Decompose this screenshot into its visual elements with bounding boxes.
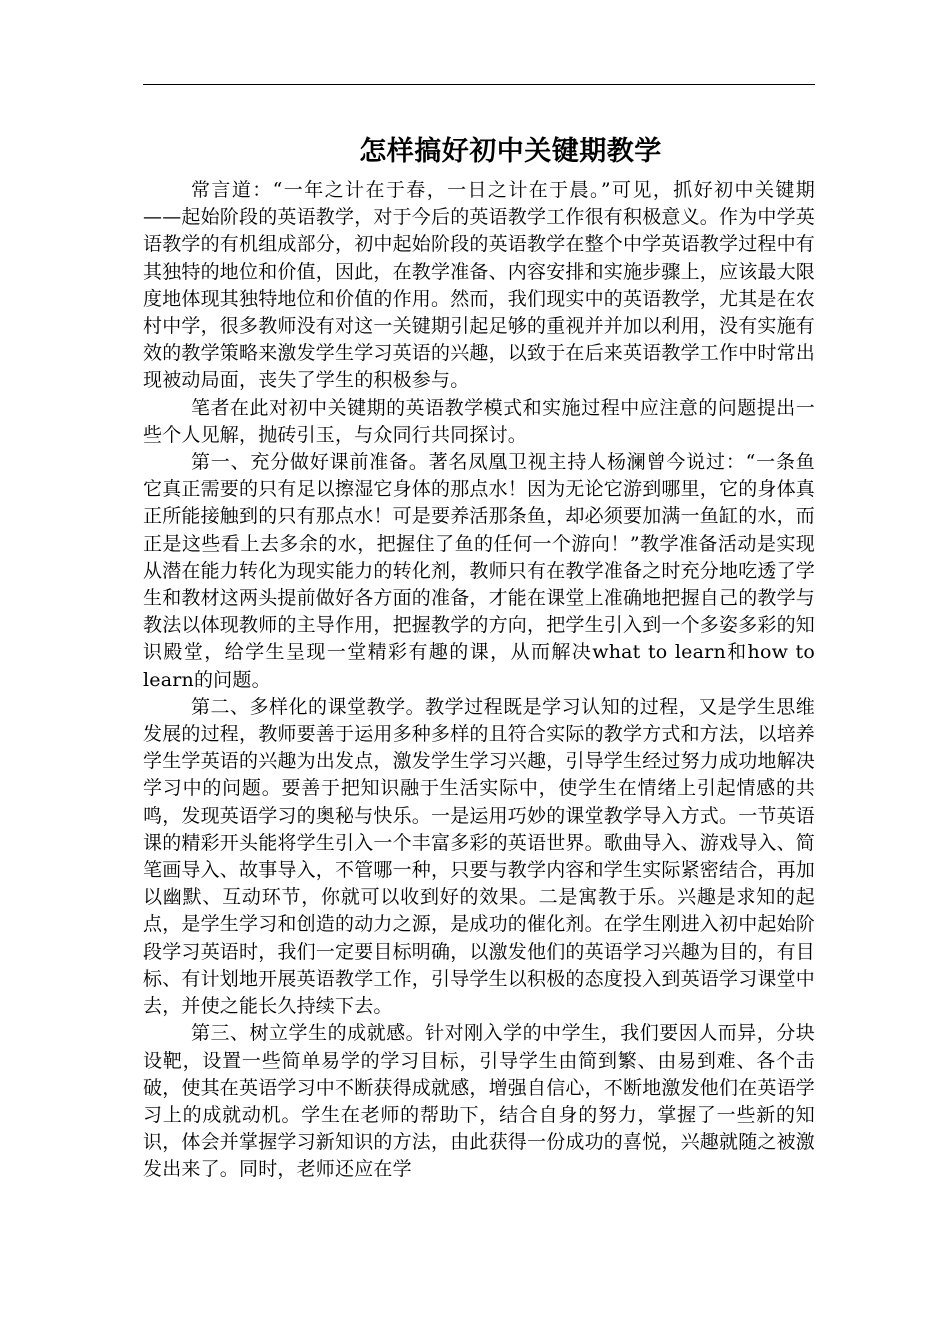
paragraph-point-three: 第三、树立学生的成就感。针对刚入学的中学生，我们要因人而异，分块设靶，设置一些简单易学的学习目标，引导学生由简到繁、由易到难、各个击破，使其在英语学习中不断获得成就感，增强自信心，不断地激发他们在英语学习上的成就动机。学生在老师的帮助下，结合自身的努力，掌握了一些新的知识，体会并掌握学习新知识的方法，由此获得一份成功的喜悦，兴趣就随之被激发出来了。同时，老师还应在学: [143, 1022, 816, 1181]
header-rule: [143, 84, 815, 85]
document-title: 怎样搞好初中关键期教学: [359, 136, 662, 167]
paragraph-intro: 常言道：“一年之计在于春，一日之计在于晨。”可见，抓好初中关键期——起始阶段的英语教学，对于今后的英语教学工作很有积极意义。作为中学英语教学的有机组成部分，初中起始阶段的英语教学在整个中学英语教学过程中有其独特的地位和价值，因此，在教学准备、内容安排和实施步骤上，应该最大限度地体现其独特地位和价值的作用。然而，我们现实中的英语教学，尤其是在农村中学，很多教师没有对这一关键期引起足够的重视并并加以利用，没有实施有效的教学策略来激发学生学习英语的兴趣，以致于在后来英语教学工作中时常出现被动局面，丧失了学生的积极参与。: [143, 179, 816, 392]
document-body: [143, 177, 815, 1184]
paragraph-point-one: 第一、充分做好课前准备。著名凤凰卫视主持人杨澜曾今说过：“一条鱼它真正需要的只有足以擦湿它身体的那点水！因为无论它游到哪里，它的身体真正所能接触到的只有那点水！可是要养活那条鱼，却必须要加满一鱼缸的水，而正是这些看上去多余的水，把握住了鱼的任何一个游向！”教学准备活动是实现从潜在能力转化为现实能力的转化剂，教师只有在教学准备之时充分地吃透了学生和教材这两头提前做好各方面的准备，才能在课堂上准确地把握自己的教学与教法以体现教师的主导作用，把握教学的方向，把学生引入到一个多姿多彩的知识殿堂，给学生呈现一堂精彩有趣的课，从而解决what to learn和how to learn的问题。: [143, 451, 816, 691]
paragraph-purpose: 笔者在此对初中关键期的英语教学模式和实施过程中应注意的问题提出一些个人见解，抛砖引玉，与众同行共同探讨。: [143, 396, 815, 446]
paragraph-point-two: 第二、多样化的课堂教学。教学过程既是学习认知的过程，又是学生思维发展的过程，教师要善于运用多种多样的且符合实际的教学方式和方法，以培养学生学英语的兴趣为出发点，激发学生学习兴趣，引导学生经过努力成功地解决学习中的问题。要善于把知识融于生活实际中，使学生在情绪上引起情感的共鸣，发现英语学习的奥秘与快乐。一是运用巧妙的课堂教学导入方式。一节英语课的精彩开头能将学生引入一个丰富多彩的英语世界。歌曲导入、游戏导入、简笔画导入、故事导入，不管哪一种，只要与教学内容和学生实际紧密结合，再加以幽默、互动环节，你就可以收到好的效果。二是寓教于乐。兴趣是求知的起点，是学生学习和创造的动力之源，是成功的催化剂。在学生刚进入初中起始阶段学习英语时，我们一定要目标明确，以激发他们的英语学习兴趣为目的，有目标、有计划地开展英语教学工作，引导学生以积极的态度投入到英语学习课堂中去，并使之能长久持续下去。: [143, 695, 816, 1018]
